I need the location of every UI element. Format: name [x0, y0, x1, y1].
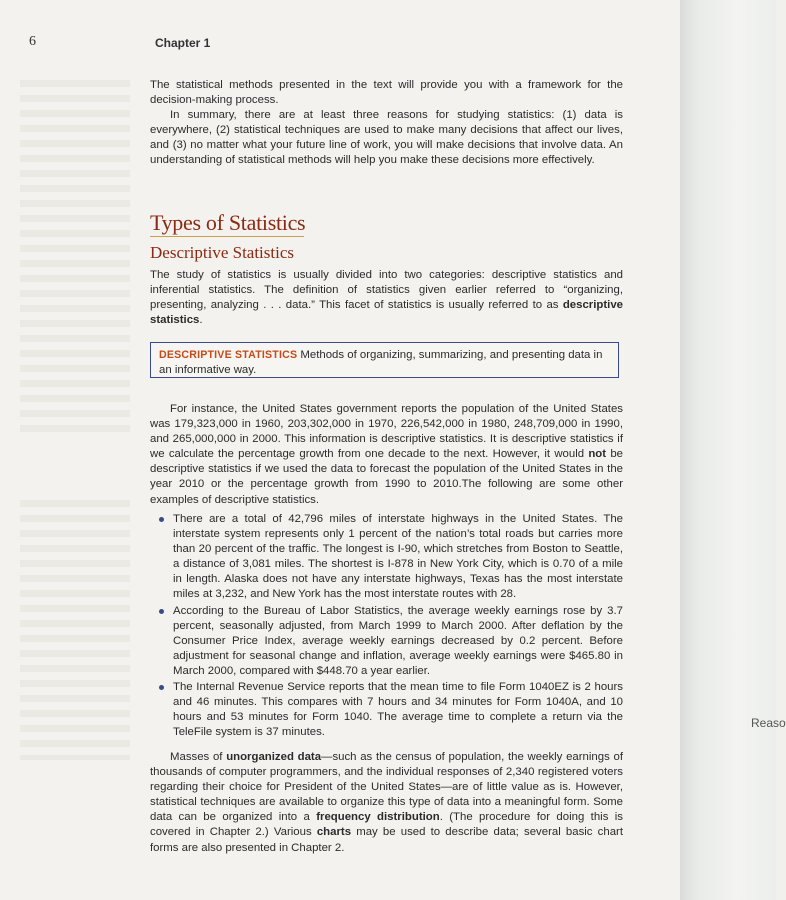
- examples-list: [150, 512, 623, 741]
- closing-t3: . (The procedure for doing this is covered in Chapter 2.) Various: [150, 811, 623, 839]
- intro-text: [150, 78, 623, 169]
- not-emphasis: not: [588, 448, 607, 461]
- list-item: [150, 680, 623, 740]
- bullet-icon: [159, 685, 164, 690]
- charts-term: charts: [316, 826, 352, 839]
- descriptive-intro: [150, 268, 623, 328]
- unorganized-data-term: unorganized data: [226, 751, 322, 763]
- definition-box: [150, 342, 619, 378]
- intro-paragraph-2: In summary, there are at least three reasons for studying statistics: (1) data is everywhere, (2) statistical techniques are used to make many decisions that affect our lives, and (3) no matter what your future line of work, you will make decisions that involve data. An understanding of statistical methods will help you make these decisions more effectively.: [150, 109, 623, 167]
- bullet-icon: [159, 517, 164, 522]
- descriptive-intro-text: The study of statistics is usually divided into two categories: descriptive statistics and inferential statistics. The definition of statistics given earlier referred to “organizing, presenting, analyzing . . . data.” This facet of statistics is usually referred to as: [150, 269, 623, 312]
- next-page-fragment: Reaso: [751, 716, 786, 730]
- frequency-distribution-term: frequency distribution: [316, 811, 440, 824]
- example-before: For instance, the United States government reports the population of the United States was 179,323,000 in 1960, 203,302,000 in 1970, 226,542,000 in 1980, 248,709,000 in 1990, and 265,000,000 in 2000. This information is descriptive statistics. It is descriptive statistics if we calculate the percentage growth from one decade to the next. However, it would: [150, 403, 623, 461]
- section-title: Types of Statistics: [150, 210, 306, 235]
- next-page-edge: [680, 0, 776, 900]
- list-item-text: There are a total of 42,796 miles of interstate highways in the United States. The interstate system represents only 1 percent of the nation’s total roads but carries more than 20 percent of the traffic. The longest is I-90, which stretches from Boston to Seattle, a distance of 3,081 miles. The shortest is I-878 in New York City, which is 0.70 of a mile in length. Alaska does not have any interstate highways, Texas has the most interstate miles at 3,232, and New York has the most interstate routes with 28.: [173, 513, 623, 601]
- bleed-through-shade: [20, 80, 130, 440]
- intro-paragraph-1: The statistical methods presented in the text will provide you with a framework for the decision-making process.: [150, 79, 623, 107]
- section-title-underline: [150, 236, 304, 237]
- list-item-text: The Internal Revenue Service reports that the mean time to file Form 1040EZ is 2 hours and 46 minutes. This compares with 7 hours and 34 minutes for Form 1040A, and 10 hours and 53 minutes for Form 1040. The average time to complete a return via the TeleFile system is 37 minutes.: [173, 681, 623, 739]
- list-item-text: According to the Bureau of Labor Statistics, the average weekly earnings rose by 3.7 percent, seasonally adjusted, from March 1999 to March 2000. After deflation by the Consumer Price Index, average weekly earnings decreased by 0.2 percent. Before adjustment for seasonal change and inflation, average weekly earnings were $465.80 in March 2000, compared with $448.70 a year earlier.: [173, 604, 623, 677]
- closing-t4: may be used to describe data; several basic chart forms are also presented in Chapter 2.: [150, 826, 623, 854]
- closing-paragraph: [150, 750, 623, 856]
- closing-t2: —such as the census of population, the weekly earnings of thousands of computer programmers, and the individual responses of 2,340 registered voters regarding their choice for President of the United States—are of little value as is. However, statistical techniques are available to organize this type of data into a meaningful form. Some data can be organized into a: [150, 751, 624, 824]
- definition-text: Methods of organizing, summarizing, and presenting data in an informative way.: [159, 349, 603, 376]
- chapter-label: Chapter 1: [155, 36, 211, 50]
- bullet-icon: [159, 609, 164, 614]
- list-item: [150, 604, 623, 679]
- subsection-title: Descriptive Statistics: [150, 243, 295, 262]
- descriptive-statistics-term: descriptive statistics: [150, 299, 623, 327]
- closing-text: [150, 750, 623, 856]
- example-after: be descriptive statistics if we used the data to forecast the population of the United States in the year 2010 or the percentage growth from 1990 to 2010.The following are some other examples of descriptive statistics.: [150, 448, 623, 506]
- descriptive-intro-end: .: [199, 314, 203, 327]
- list-item: [150, 512, 623, 603]
- closing-t1: Masses of: [170, 751, 227, 763]
- definition-term: DESCRIPTIVE STATISTICS: [159, 349, 298, 361]
- descriptive-intro-paragraph: [150, 268, 623, 328]
- example-paragraph: [150, 402, 623, 508]
- page-number: 6: [29, 34, 36, 49]
- example-text: [150, 402, 623, 508]
- bleed-through-shade: [20, 500, 130, 760]
